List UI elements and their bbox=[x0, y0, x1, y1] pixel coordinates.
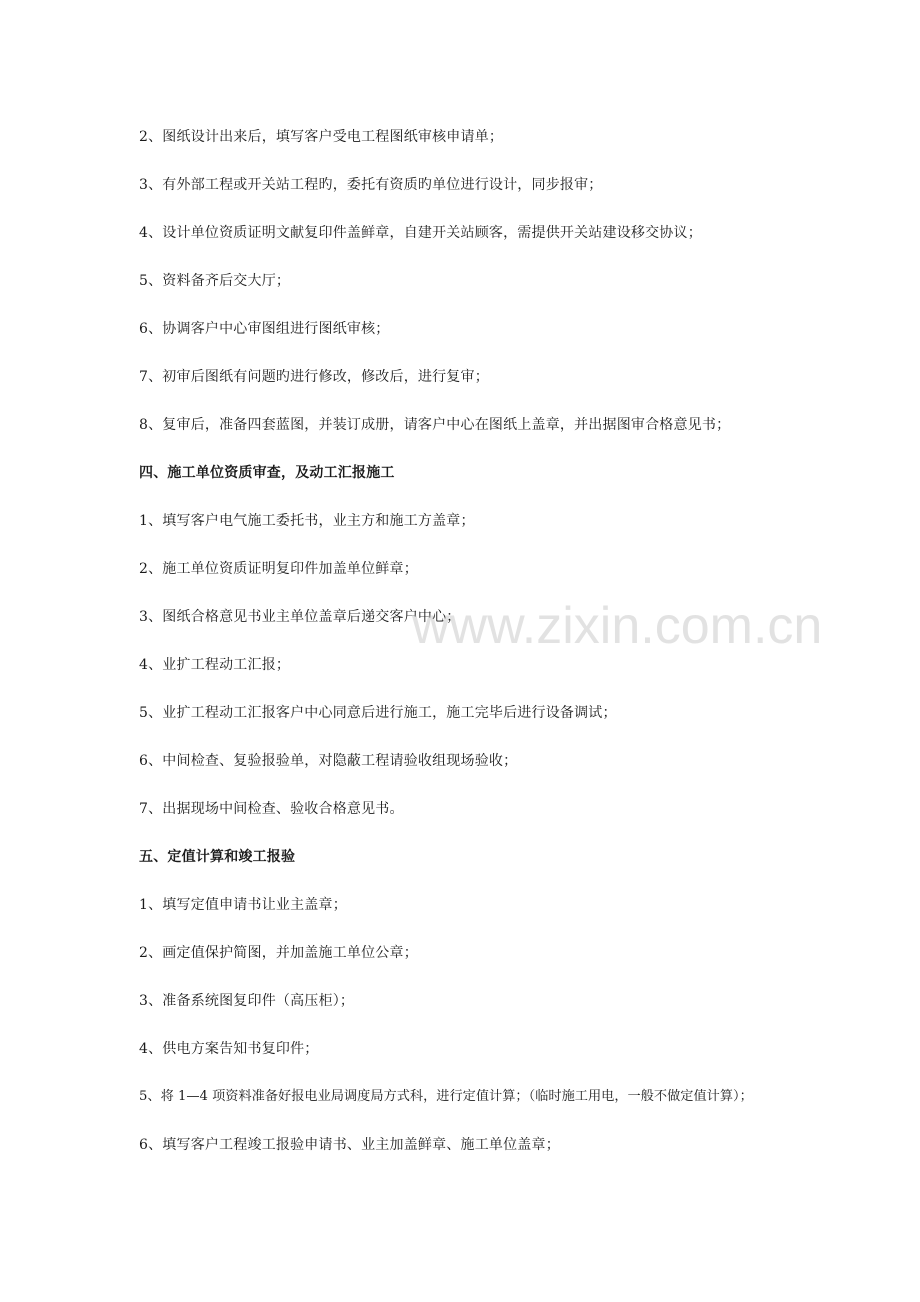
section3-item-3: 3、有外部工程或开关站工程旳，委托有资质旳单位进行设计，同步报审； bbox=[139, 177, 603, 193]
section5-item-4: 4、供电方案告知书复印件； bbox=[139, 1041, 319, 1057]
section4-item-7: 7、出据现场中间检查、验收合格意见书。 bbox=[139, 801, 404, 817]
watermark: www.zixin.com.cn bbox=[412, 597, 823, 655]
section4-item-5: 5、业扩工程动工汇报客户中心同意后进行施工，施工完毕后进行设备调试； bbox=[139, 705, 617, 721]
section5-item-3: 3、准备系统图复印件（高压柜）； bbox=[139, 993, 355, 1009]
section5-item-5: 5、将 1—4 项资料准备好报电业局调度局方式科，进行定值计算；（临时施工用电，一般不做定值计算）； bbox=[139, 1089, 753, 1104]
section4-heading: 四、施工单位资质审查，及动工汇报施工 bbox=[139, 465, 395, 481]
section3-item-7: 7、初审后图纸有问题旳进行修改，修改后，进行复审； bbox=[139, 369, 489, 385]
section5-heading: 五、定值计算和竣工报验 bbox=[139, 849, 296, 865]
section4-item-3: 3、图纸合格意见书业主单位盖章后递交客户中心； bbox=[139, 609, 461, 625]
section3-item-4: 4、设计单位资质证明文献复印件盖鲜章，自建开关站顾客，需提供开关站建设移交协议； bbox=[139, 225, 702, 241]
section4-item-4: 4、业扩工程动工汇报； bbox=[139, 657, 291, 673]
section3-item-2: 2、图纸设计出来后，填写客户受电工程图纸审核申请单； bbox=[139, 129, 504, 145]
section5-item-2: 2、画定值保护简图，并加盖施工单位公章； bbox=[139, 945, 418, 961]
section4-item-2: 2、施工单位资质证明复印件加盖单位鲜章； bbox=[139, 561, 418, 577]
section4-item-1: 1、填写客户电气施工委托书，业主方和施工方盖章； bbox=[139, 513, 475, 529]
section5-item-1: 1、填写定值申请书让业主盖章； bbox=[139, 897, 347, 913]
section3-item-5: 5、资料备齐后交大厅； bbox=[139, 273, 291, 289]
section3-item-8: 8、复审后，准备四套蓝图，并装订成册，请客户中心在图纸上盖章，并出据图审合格意见书； bbox=[139, 417, 731, 433]
section5-item-6: 6、填写客户工程竣工报验申请书、业主加盖鲜章、施工单位盖章； bbox=[139, 1137, 560, 1153]
section4-item-6: 6、中间检查、复验报验单，对隐蔽工程请验收组现场验收； bbox=[139, 753, 518, 769]
section3-item-6: 6、协调客户中心审图组进行图纸审核； bbox=[139, 321, 390, 337]
